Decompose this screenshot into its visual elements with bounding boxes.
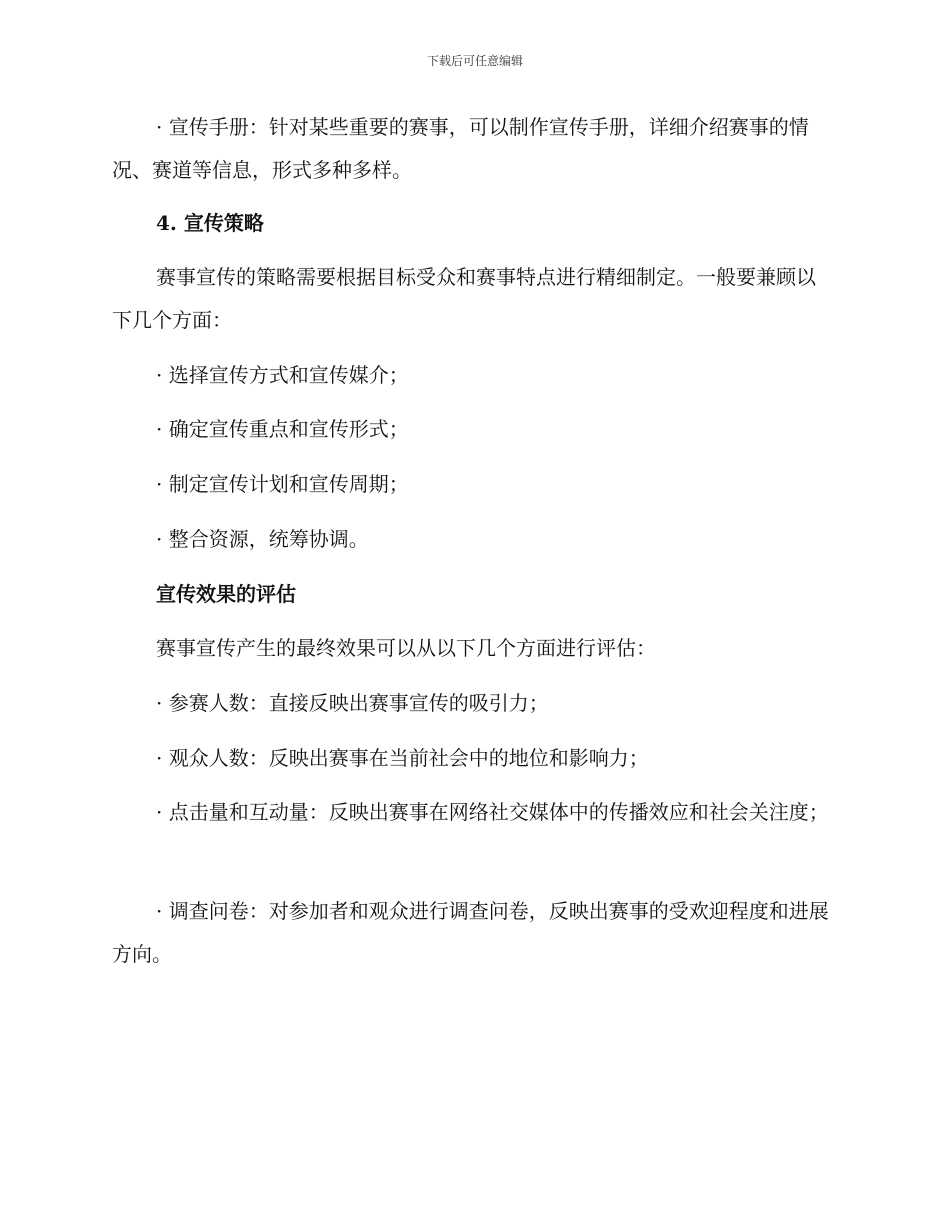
section-heading-strategy: 4. 宣传策略	[156, 211, 264, 235]
bullet-item-audience: · 观众人数：反映出赛事在当前社会中的地位和影响力；	[156, 746, 649, 770]
bullet-item-survey: · 调查问卷：对参加者和观众进行调查问卷，反映出赛事的受欢迎程度和进展方向。	[112, 899, 829, 966]
paragraph-strategy-intro: 赛事宣传的策略需要根据目标受众和赛事特点进行精细制定。一般要兼顾以下几个方面：	[112, 265, 816, 332]
paragraph-brochure: · 宣传手册：针对某些重要的赛事，可以制作宣传手册，详细介绍赛事的情况、赛道等信息，形式多种多样。	[112, 115, 809, 182]
page-header: 下载后可任意编辑	[426, 54, 523, 68]
paragraph-evaluation-intro: 赛事宣传产生的最终效果可以从以下几个方面进行评估：	[156, 636, 656, 660]
bullet-item-participants: · 参赛人数：直接反映出赛事宣传的吸引力；	[156, 691, 549, 715]
section-heading-evaluation: 宣传效果的评估	[156, 582, 296, 606]
bullet-item-focus: · 确定宣传重点和宣传形式；	[156, 417, 409, 441]
bullet-item-plan: · 制定宣传计划和宣传周期；	[156, 472, 409, 496]
bullet-item-resources: · 整合资源，统筹协调。	[156, 527, 369, 551]
bullet-item-clicks: · 点击量和互动量：反映出赛事在网络社交媒体中的传播效应和社会关注度；	[156, 800, 829, 824]
bullet-item-media: · 选择宣传方式和宣传媒介；	[156, 363, 409, 387]
